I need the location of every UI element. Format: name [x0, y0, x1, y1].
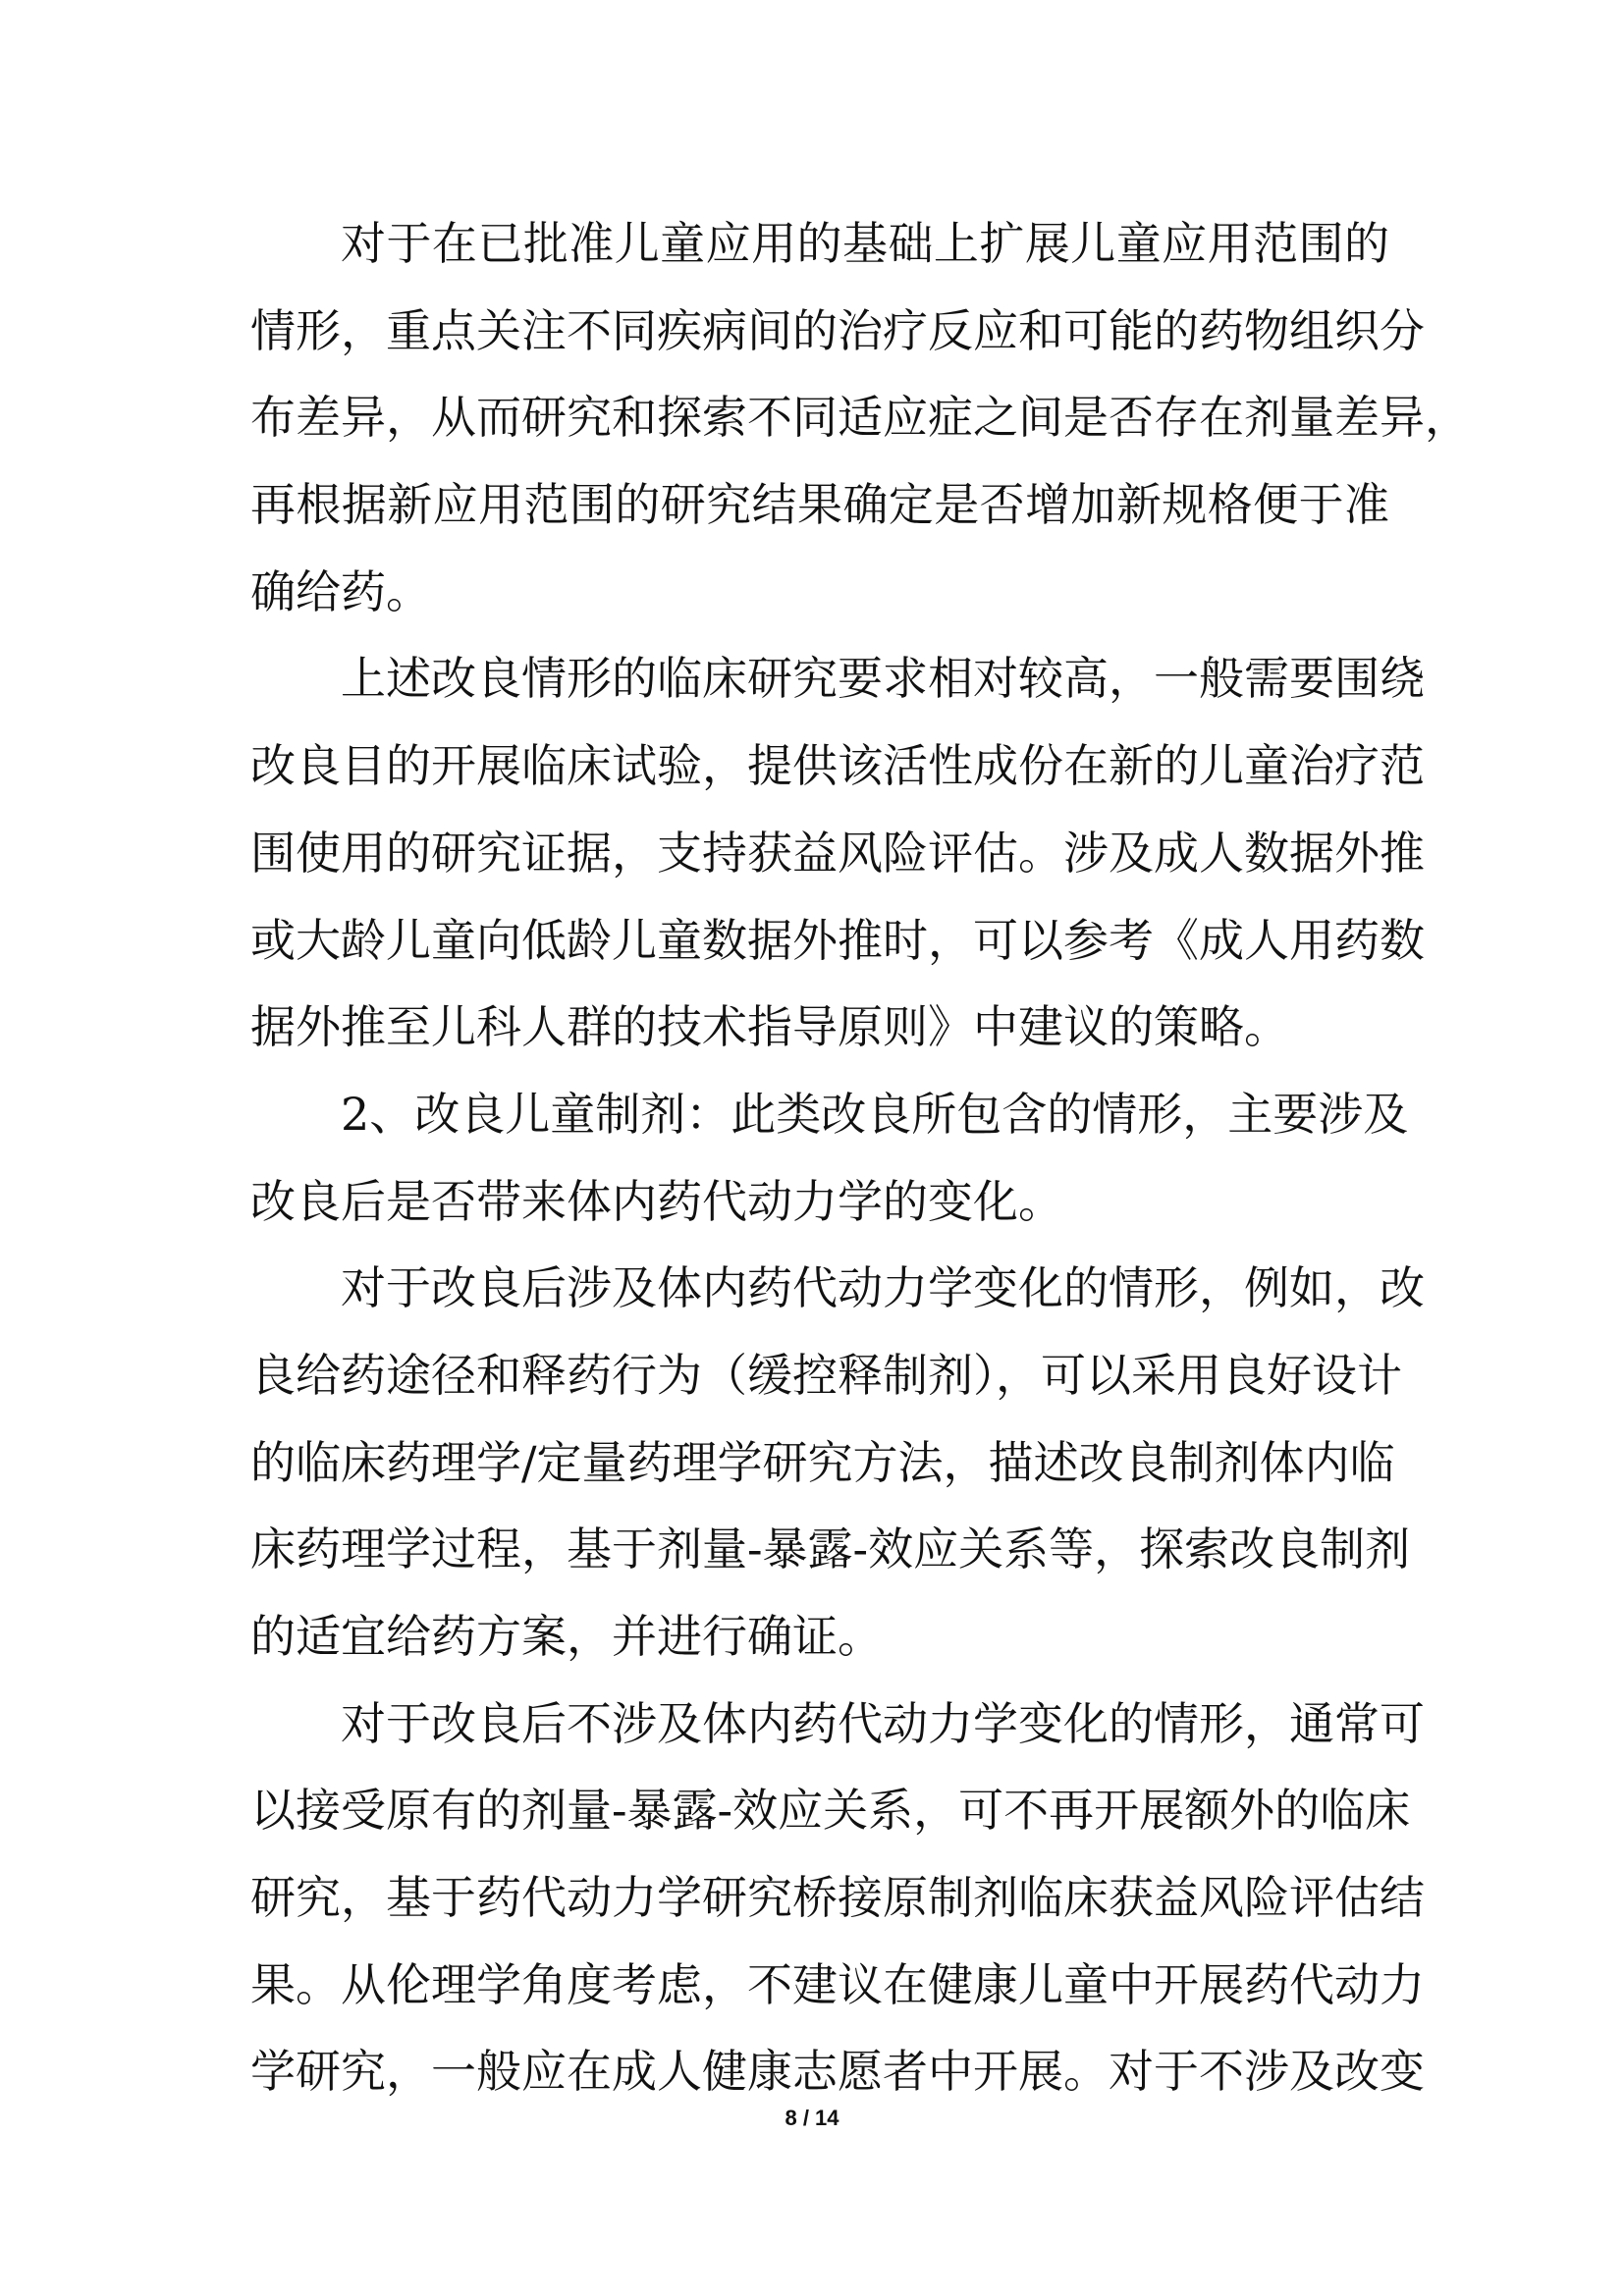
- text-line: 改良目的开展临床试验，提供该活性成份在新的儿童治疗范: [250, 739, 1425, 793]
- text-line: 确给药。: [250, 564, 431, 618]
- text-line: 的临床药理学/定量药理学研究方法，描述改良制剂体内临: [250, 1435, 1395, 1489]
- text-line: 以接受原有的剂量-暴露-效应关系，可不再开展额外的临床: [250, 1784, 1411, 1838]
- text-line: 良给药途径和释药行为（缓控释制剂），可以采用良好设计: [250, 1348, 1402, 1402]
- text-line: 围使用的研究证据，支持获益风险评估。涉及成人数据外推: [250, 826, 1425, 880]
- text-line: 床药理学过程，基于剂量-暴露-效应关系等，探索改良制剂: [250, 1522, 1411, 1576]
- text-line: 布差异，从而研究和探索不同适应症之间是否存在剂量差异，: [250, 391, 1470, 445]
- text-line: 的适宜给药方案，并进行确证。: [250, 1610, 883, 1663]
- text-line: 研究，基于药代动力学研究桥接原制剂临床获益风险评估结: [250, 1871, 1425, 1925]
- text-line: 对于改良后涉及体内药代动力学变化的情形，例如，改: [341, 1261, 1425, 1315]
- text-line: 果。从伦理学角度考虑，不建议在健康儿童中开展药代动力: [250, 1957, 1425, 2011]
- text-line: 学研究，一般应在成人健康志愿者中开展。对于不涉及改变: [250, 2045, 1425, 2099]
- text-line: 2、改良儿童制剂：此类改良所包含的情形，主要涉及: [341, 1087, 1409, 1141]
- text-line: 改良后是否带来体内药代动力学的变化。: [250, 1174, 1063, 1228]
- text-line: 据外推至儿科人群的技术指导原则》中建议的策略。: [250, 1000, 1289, 1054]
- text-line: 上述改良情形的临床研究要求相对较高，一般需要围绕: [341, 652, 1425, 706]
- text-line: 再根据新应用范围的研究结果确定是否增加新规格便于准: [250, 478, 1389, 532]
- page-number: 8 / 14: [785, 2106, 839, 2130]
- text-line: 情形，重点关注不同疾病间的治疗反应和可能的药物组织分: [250, 303, 1425, 357]
- text-line: 或大龄儿童向低龄儿童数据外推时，可以参考《成人用药数: [250, 913, 1425, 967]
- text-line: 对于改良后不涉及体内药代动力学变化的情形，通常可: [341, 1696, 1425, 1750]
- body-text: [250, 200, 1470, 2115]
- text-line: 对于在已批准儿童应用的基础上扩展儿童应用范围的: [341, 217, 1389, 270]
